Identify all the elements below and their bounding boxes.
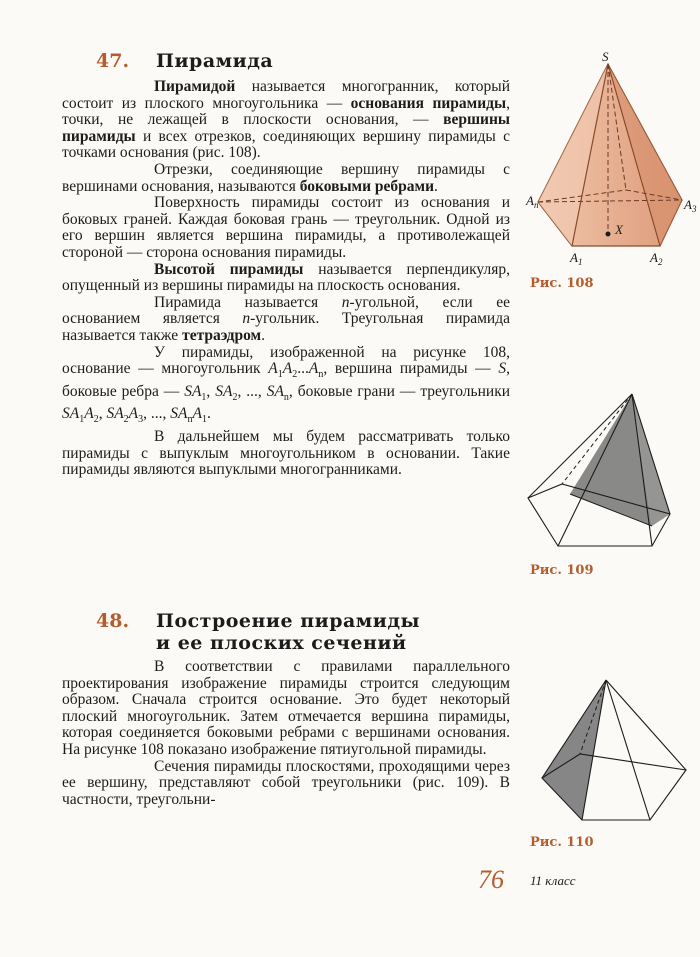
text-run: SA [106, 405, 124, 423]
bold-term: Пирамидой [154, 78, 236, 95]
figure-109-caption: Рис. 109 [530, 563, 594, 578]
paragraph [62, 295, 510, 345]
figure-110-pyramid-section [522, 674, 692, 834]
label-A2: $A_2$ [650, 250, 663, 267]
text-run: называется перпендикуляр, опущенный из вершины пирамиды на плоскость основания. [62, 260, 510, 295]
figure-109-pyramid-section [522, 386, 692, 556]
paragraph [62, 195, 510, 261]
text-run: n [318, 369, 324, 381]
section-48-text [62, 659, 510, 808]
text-run: У пирамиды, изображенной на рисунке 108, основание — многоугольник [62, 343, 510, 378]
text-run: называется многогранник, который состоит из плоского многоугольника — [62, 78, 510, 112]
text-run: 1 [277, 369, 283, 381]
label-S: S [602, 49, 609, 64]
page-number: 76 [478, 865, 504, 894]
text-run: A [192, 405, 202, 423]
label-A3: $A_3$ [684, 197, 697, 214]
text-run: . [434, 177, 438, 195]
paragraph [62, 759, 510, 809]
text-run: A [268, 360, 278, 378]
section-number-47: 47. [96, 50, 130, 72]
text-run: и всех отрезков, соединяющих вершину пирамиды с точками основания (рис. 108). [62, 127, 510, 162]
text-run: Пирамида называется [154, 293, 342, 311]
text-run: SA [170, 405, 188, 423]
text-run: n [242, 310, 251, 328]
paragraph [62, 162, 510, 195]
paragraph [62, 659, 510, 759]
text-run: SA [184, 382, 202, 400]
text-run: 2 [93, 414, 99, 426]
text-run: , ..., [237, 382, 267, 400]
text-run: Отрезки, соединяющие вершину пирамиды с вершинами основания, называются [62, 160, 510, 195]
text-run: -угольник. Треугольная пирамида называется также [62, 310, 510, 344]
text-run: SA [62, 405, 80, 423]
text-run: A [84, 405, 94, 423]
text-run: n [187, 414, 193, 426]
text-run: n [283, 391, 289, 403]
figure-108-caption: Рис. 108 [530, 276, 594, 291]
text-run: 2 [292, 369, 298, 381]
text-run: 1 [79, 414, 85, 426]
text-run: . [206, 405, 211, 423]
text-run: S [498, 360, 507, 378]
text-run: , точки, не лежащей в плоскости основания, — [62, 94, 510, 129]
bold-term: боковыми ребрами [299, 177, 435, 195]
text-run: , боковые ребра — [62, 360, 510, 400]
text-run: 1 [201, 391, 207, 403]
text-run: SA [215, 382, 233, 400]
bold-term: Высотой пирамиды [154, 260, 304, 278]
section-title-48-line2: и ее плоских сечений [156, 632, 407, 654]
text-run: ... [297, 360, 309, 378]
text-run: 1 [201, 414, 207, 426]
label-X: X [615, 222, 623, 237]
paragraph [62, 79, 510, 162]
text-run: A [128, 405, 139, 423]
bold-term: вершины пирамиды [62, 111, 510, 145]
text-run: 3 [138, 414, 144, 426]
grade-label: 11 класс [530, 873, 576, 888]
text-run: Поверхность пирамиды состоит из основания и боковых граней. Каждая боковая грань — треугольник. Одной из его вершин является вершина пирамиды, а противолежащей стороной — сторона основания пирамиды. [62, 194, 510, 261]
text-run: 2 [123, 414, 129, 426]
text-run: В дальнейшем мы будем рассматривать только пирамиды с выпуклым многоугольником в основании. Такие пирамиды являются выпуклыми многогранниками. [62, 428, 510, 479]
text-run: , [206, 382, 216, 400]
text-run: . [261, 326, 265, 344]
section-title-47: Пирамида [156, 50, 274, 72]
section-number-48: 48. [96, 610, 130, 632]
bold-term: тетраэдром [182, 326, 262, 344]
text-run: A [282, 360, 293, 378]
figure-108-pyramid [520, 49, 697, 267]
label-An: $A_n$ [526, 193, 539, 210]
text-run: В соответствии с правилами параллельного проектирования изображение пирамиды строится следующим образом. Сначала строится основание. Это будет некоторый плоский многоугольник. Затем отмечается вершина пирамиды, которая соединяется боковыми ребрами с вершинами основания. На рисунке 108 показано изображение пятиугольной пирамиды. [62, 658, 510, 758]
label-A1: $A_1$ [570, 250, 583, 267]
paragraph [62, 429, 510, 479]
text-run: , ..., [143, 405, 171, 423]
text-run: Сечения пирамиды плоскостями, проходящими через ее вершину, представляют собой треугольники (рис. 109). В частности, треугольни- [62, 757, 510, 808]
text-run: , боковые грани — треугольники [288, 382, 511, 400]
section-title-48 [156, 610, 420, 654]
text-run: A [308, 360, 319, 378]
text-run: , [98, 405, 107, 423]
figure-110-caption: Рис. 110 [530, 835, 594, 850]
text-run: SA [266, 382, 284, 400]
text-run: -угольной, если ее основанием является [62, 293, 510, 328]
bold-term: основания пирамиды [350, 94, 507, 112]
text-run: 2 [232, 391, 238, 403]
paragraph [62, 262, 510, 295]
section-title-48-line1: Построение пирамиды [156, 610, 421, 632]
section-47-text [62, 79, 510, 479]
text-run: n [341, 293, 350, 311]
text-run: , вершина пирамиды — [323, 360, 499, 378]
paragraph [62, 345, 510, 430]
